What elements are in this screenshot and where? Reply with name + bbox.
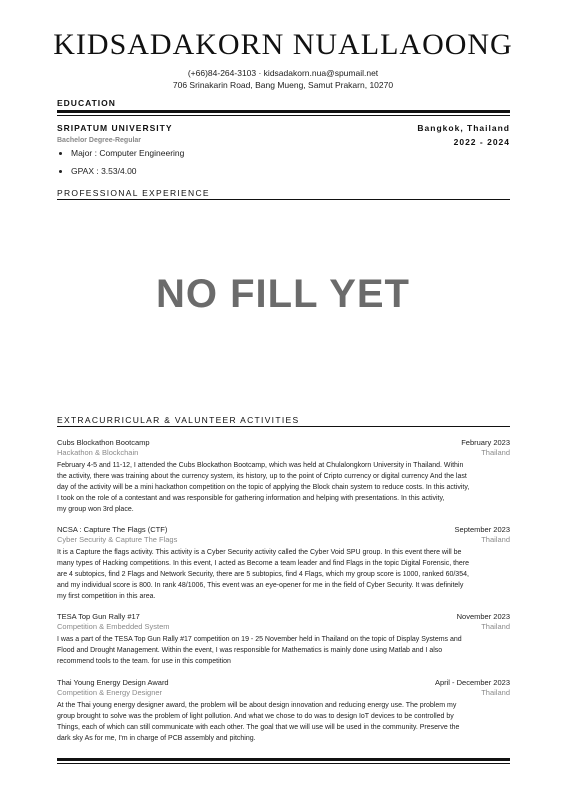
degree-name: Bachelor Degree-Regular — [57, 137, 142, 144]
activities-heading: EXTRACURRICULAR & VALUNTEER ACTIVITIES — [57, 415, 300, 425]
resume-name: KIDSADAKORN NUALLAOONG — [53, 28, 513, 61]
education-rule-thin — [57, 115, 510, 116]
address-line: 706 Srinakarin Road, Bang Mueng, Samut Prakarn, 10270 — [172, 80, 394, 90]
activity-date: February 2023 — [461, 438, 510, 447]
activity-subtitle: Cyber Security & Capture The Flags — [57, 535, 178, 544]
activity-location: Thailand — [481, 622, 510, 631]
education-heading: EDUCATION — [57, 98, 116, 108]
school-name: SRIPATUM UNIVERSITY — [57, 123, 173, 133]
activity-date: April - December 2023 — [434, 678, 510, 687]
education-bullet-major: • Major : Computer Engineering — [71, 148, 184, 158]
activity-location: Thailand — [481, 535, 510, 544]
activity-subtitle: Competition & Energy Designer — [57, 688, 163, 697]
activity-subtitle: Competition & Embedded System — [57, 622, 170, 631]
activity-description: At the Thai young energy designer award, the problem will be about design innovation and reducing energy use. The problem my group brought to solve was the problem of light pollution. And what we chose to do was to design IoT devices to be controlled by Things, each of which can still communicate with each other. The goal that we will use will be used in the community. Preserve the dark sky As for me, I'm in charge of PCB assembly and pitching. — [57, 702, 460, 742]
activity-item — [57, 525, 510, 602]
education-rule-thick — [57, 110, 510, 113]
education-dates: 2022 - 2024 — [453, 137, 510, 147]
activity-item — [57, 438, 510, 515]
contact-line: (+66)84-264-3103 · kidsadakorn.nua@spumail.net — [187, 68, 379, 78]
activity-location: Thailand — [481, 688, 510, 697]
activity-description: I was a part of the TESA Top Gun Rally #17 competition on 19 - 25 November held in Thailand on the topic of Display Systems and Flood and Drought Management. Within the event, I was responsible for Mathematics is mainly done using Matlab and I also recommend tools to the team. for use in this competition — [57, 636, 462, 665]
experience-heading: PROFESSIONAL EXPERIENCE — [57, 188, 210, 198]
education-bullets — [57, 148, 184, 184]
activity-description: February 4-5 and 11-12, I attended the Cubs Blockathon Bootcamp, which was held at Chulalongkorn University in Thailand. Within the activity, there was training about the currency system, its history, up to the point of Cripto currency or digital currency And the last day of the activity will be a mini hackathon competition on the topic of applying the Block chain system to reduce costs. In this activity, I took on the role of a contestant and was responsible for gathering information and helping with presentations. In this activity, my group won 3rd place. — [57, 462, 470, 513]
activity-title: Cubs Blockathon Bootcamp — [57, 438, 150, 447]
activity-subtitle: Hackathon & Blockchain — [57, 448, 139, 457]
activity-title: Thai Young Energy Design Award — [57, 678, 169, 687]
experience-placeholder: NO FILL YET — [156, 272, 410, 316]
activity-item — [57, 678, 510, 744]
activity-date: September 2023 — [454, 525, 510, 534]
activity-item — [57, 612, 510, 667]
activity-title: NCSA : Capture The Flags (CTF) — [57, 525, 168, 534]
activity-description: It is a Capture the flags activity. This activity is a Cyber Security activity called the Cyber Void SPU group. In this event there will be many types of Hacking competitions. In this event, I acted as Become a team leader and find Flags in the topic Digital Forensic, there are 4 subtopics, find 2 Flags and Network Security, there are 5 subtopics, find 4 Flags, which my group score is 1000, ranked 60/354, and my individual score is 800. In rank 48/1006, This event was an eye-opener for me in the field of Cyber Security. It was definitely my first competition in this area. — [57, 549, 470, 600]
experience-rule — [57, 199, 510, 200]
activity-location: Thailand — [481, 448, 510, 457]
activity-date: November 2023 — [456, 612, 510, 621]
footer-rule-thick — [57, 758, 510, 761]
footer-rule-thin — [57, 763, 510, 764]
education-bullet-gpax: • GPAX : 3.53/4.00 — [71, 166, 184, 176]
activities-rule — [57, 426, 510, 427]
activity-title: TESA Top Gun Rally #17 — [57, 612, 140, 621]
school-location: Bangkok, Thailand — [417, 123, 510, 133]
